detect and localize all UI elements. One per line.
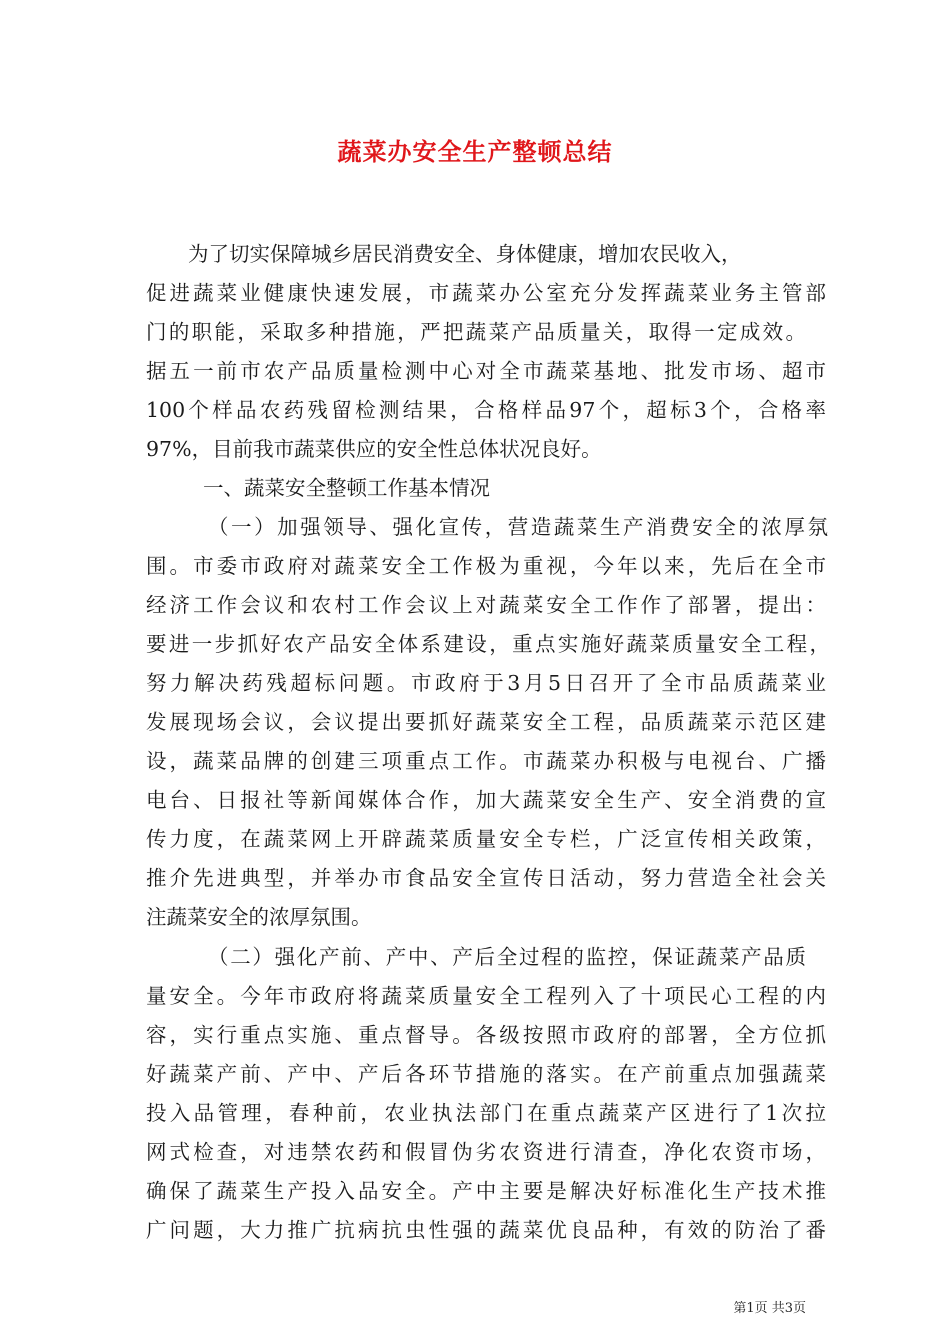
paragraph-line: 确保了蔬菜生产投入品安全。产中主要是解决好标准化生产技术推 (146, 1179, 826, 1203)
document-title: 蔬菜办安全生产整顿总结 (337, 137, 613, 166)
paragraph-line: 容，实行重点实施、重点督导。各级按照市政府的部署，全方位抓 (146, 1023, 826, 1047)
paragraph-line: 好蔬菜产前、产中、产后各环节措施的落实。在产前重点加强蔬菜 (146, 1062, 826, 1086)
paragraph-line: （二）强化产前、产中、产后全过程的监控，保证蔬菜产品质 (208, 945, 806, 969)
paragraph-line: 据五一前市农产品质量检测中心对全市蔬菜基地、批发市场、超市 (146, 359, 826, 383)
paragraph-line: （一）加强领导、强化宣传，营造蔬菜生产消费安全的浓厚氛 (208, 515, 828, 539)
paragraph-line: 网式检查，对违禁农药和假冒伪劣农资进行清查，净化农资市场， (146, 1140, 826, 1164)
paragraph-line: 为了切实保障城乡居民消费安全、身体健康，增加农民收入， (188, 242, 742, 266)
paragraph-line: 推介先进典型，并举办市食品安全宣传日活动，努力营造全社会关 (146, 866, 826, 890)
paragraph-line: 努力解决药残超标问题。市政府于3月5日召开了全市品质蔬菜业 (146, 671, 826, 695)
paragraph-line: 发展现场会议，会议提出要抓好蔬菜安全工程，品质蔬菜示范区建 (146, 710, 826, 734)
paragraph-line: 促进蔬菜业健康快速发展，市蔬菜办公室充分发挥蔬菜业务主管部 (146, 281, 826, 305)
paragraph-line: 100个样品农药残留检测结果，合格样品97个，超标3个，合格率 (146, 398, 826, 422)
paragraph-line: 设，蔬菜品牌的创建三项重点工作。市蔬菜办积极与电视台、广播 (146, 749, 826, 773)
paragraph-line: 注蔬菜安全的浓厚氛围。 (146, 905, 372, 929)
paragraph-line: 传力度，在蔬菜网上开辟蔬菜质量安全专栏，广泛宣传相关政策， (146, 827, 826, 851)
page-number: 第1页 共3页 (733, 1301, 806, 1316)
paragraph-line: 围。市委市政府对蔬菜安全工作极为重视，今年以来，先后在全市 (146, 554, 826, 578)
paragraph-line: 要进一步抓好农产品安全体系建设，重点实施好蔬菜质量安全工程， (146, 632, 830, 656)
paragraph-line: 广问题，大力推广抗病抗虫性强的蔬菜优良品种，有效的防治了番 (146, 1218, 826, 1242)
paragraph-line: 量安全。今年市政府将蔬菜质量安全工程列入了十项民心工程的内 (146, 984, 826, 1008)
paragraph-line: 97%，目前我市蔬菜供应的安全性总体状况良好。 (146, 437, 602, 461)
section-heading: 一、蔬菜安全整顿工作基本情况 (203, 476, 490, 500)
paragraph-line: 经济工作会议和农村工作会议上对蔬菜安全工作作了部署，提出： (146, 593, 826, 617)
paragraph-line: 门的职能，采取多种措施，严把蔬菜产品质量关，取得一定成效。 (146, 320, 806, 344)
paragraph-line: 电台、日报社等新闻媒体合作，加大蔬菜安全生产、安全消费的宣 (146, 788, 826, 812)
paragraph-line: 投入品管理，春种前，农业执法部门在重点蔬菜产区进行了1次拉 (146, 1101, 826, 1125)
